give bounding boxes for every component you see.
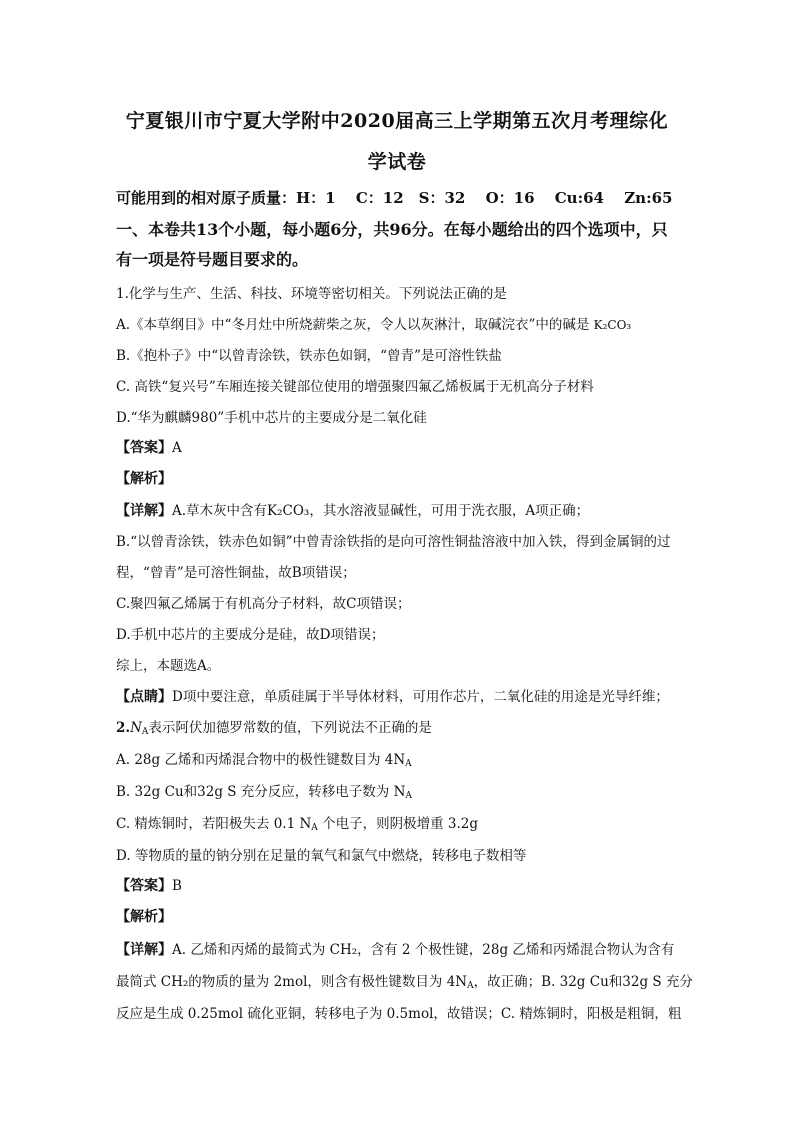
q1-answer-tag: 【答案】 bbox=[116, 440, 172, 456]
section-heading-line1: 一、本卷共13个小题，每小题6分，共96分。在每小题给出的四个选项中，只 bbox=[116, 220, 668, 239]
q2-detail-line2-text: 最简式 CH₂的物质的量为 2mol，则含有极性键数目为 4N bbox=[116, 974, 468, 990]
q2-stem-number: 2. bbox=[116, 720, 131, 736]
q1-tip-text: D项中要注意，单质硅属于半导体材料，可用作芯片，二氧化硅的用途是光导纤维； bbox=[172, 689, 669, 705]
q1-option-b: B.《抱朴子》中“以曾青涂铁，铁赤色如铜，“曾青”是可溶性铁盐 bbox=[116, 348, 502, 364]
q2-detail-line1 bbox=[116, 938, 674, 959]
q2-stem-na-sub: A bbox=[141, 727, 149, 737]
q1-option-a-formula: K₂CO₃ bbox=[593, 318, 632, 332]
q1-answer bbox=[116, 437, 182, 457]
q2-detail-line2-sub: A bbox=[467, 981, 474, 991]
q1-detail-b-line2: 程，“曾青”是可溶性铜盐，故B项错误； bbox=[116, 565, 356, 581]
document-title-line2: 学试卷 bbox=[367, 151, 427, 173]
q1-detail-d: D.手机中芯片的主要成分是硅，故D项错误； bbox=[116, 627, 385, 643]
q1-option-a bbox=[116, 313, 631, 333]
q2-detail-line1-text: A. 乙烯和丙烯的最简式为 CH₂，含有 2 个极性键，28g 乙烯和丙烯混合物认为含有 bbox=[172, 942, 675, 958]
q1-stem: 1.化学与生产、生活、科技、环境等密切相关。下列说法正确的是 bbox=[116, 286, 507, 302]
q1-option-d: D.“华为麒麟980”手机中芯片的主要成分是二氧化硅 bbox=[116, 410, 427, 426]
q2-answer-tag: 【答案】 bbox=[116, 878, 172, 894]
q1-detail-a bbox=[116, 499, 589, 520]
q1-option-c: C. 高铁“复兴号”车厢连接关键部位使用的增强聚四氟乙烯板属于无机高分子材料 bbox=[116, 379, 594, 395]
q1-summary: 综上，本题选A。 bbox=[116, 658, 221, 674]
q2-option-c-post: 个电子，则阴极增重 3.2g bbox=[317, 816, 478, 832]
q2-option-c-pre: C. 精炼铜时，若阳极失去 0.1 N bbox=[116, 816, 312, 832]
q2-stem-na: N bbox=[130, 720, 142, 736]
q1-tip-tag: 【点睛】 bbox=[116, 689, 172, 705]
q2-analysis-tag bbox=[116, 906, 172, 926]
q2-detail-line2 bbox=[116, 970, 693, 991]
q2-answer-value: B bbox=[172, 878, 182, 894]
q2-option-b bbox=[116, 780, 412, 801]
document-title-line1: 宁夏银川市宁夏大学附中2020届高三上学期第五次月考理综化 bbox=[125, 110, 669, 132]
q1-analysis-label: 【解析】 bbox=[116, 471, 172, 487]
q2-option-b-text: B. 32g Cu和32g S 充分反应，转移电子数为 N bbox=[116, 784, 406, 800]
q2-analysis-label: 【解析】 bbox=[116, 909, 172, 925]
q2-detail-line2-post: ，故正确；B. 32g Cu和32g S 充分 bbox=[473, 974, 693, 990]
q1-option-a-text: A.《本草纲目》中“冬月灶中所烧薪柴之灰，令人以灰淋汁，取碱浣衣”中的碱是 bbox=[116, 317, 590, 333]
q2-stem bbox=[116, 716, 432, 737]
q1-tip bbox=[116, 685, 669, 706]
q1-detail-tag: 【详解】 bbox=[116, 503, 172, 519]
q1-detail-a-text: A.草木灰中含有K₂CO₃，其水溶液显碱性，可用于洗衣服，A项正确； bbox=[172, 503, 590, 519]
q2-option-a-sub: A bbox=[405, 759, 412, 769]
q2-option-b-sub: A bbox=[405, 791, 412, 801]
q1-analysis-tag bbox=[116, 468, 172, 488]
q1-answer-value: A bbox=[172, 440, 182, 456]
q2-option-c-sub: A bbox=[311, 823, 318, 833]
q2-option-d: D. 等物质的量的钠分别在足量的氧气和氯气中燃烧，转移电子数相等 bbox=[116, 848, 527, 864]
q2-detail-line3: 反应是生成 0.25mol 硫化亚铜，转移电子为 0.5mol，故错误；C. 精炼铜时，阳极是粗铜，粗 bbox=[116, 1006, 682, 1022]
q2-stem-text: 表示阿伏加德罗常数的值，下列说法不正确的是 bbox=[148, 720, 432, 736]
section-heading-line2: 有一项是符号题目要求的。 bbox=[116, 250, 309, 269]
q1-detail-c: C.聚四氟乙烯属于有机高分子材料，故C项错误； bbox=[116, 596, 411, 612]
q2-detail-tag: 【详解】 bbox=[116, 942, 172, 958]
q2-answer bbox=[116, 875, 182, 895]
q2-option-c bbox=[116, 812, 478, 833]
q2-option-a-text: A. 28g 乙烯和丙烯混合物中的极性键数目为 4N bbox=[116, 752, 406, 768]
q1-detail-b-line1: B.“以曾青涂铁，铁赤色如铜”中曾青涂铁指的是向可溶性铜盐溶液中加入铁，得到金属铜的过 bbox=[116, 534, 671, 550]
q2-option-a bbox=[116, 748, 412, 769]
atomic-masses-line: 可能用到的相对原子质量：H：1 C：12 S：32 O：16 Cu:64 Zn:65 bbox=[116, 189, 673, 207]
